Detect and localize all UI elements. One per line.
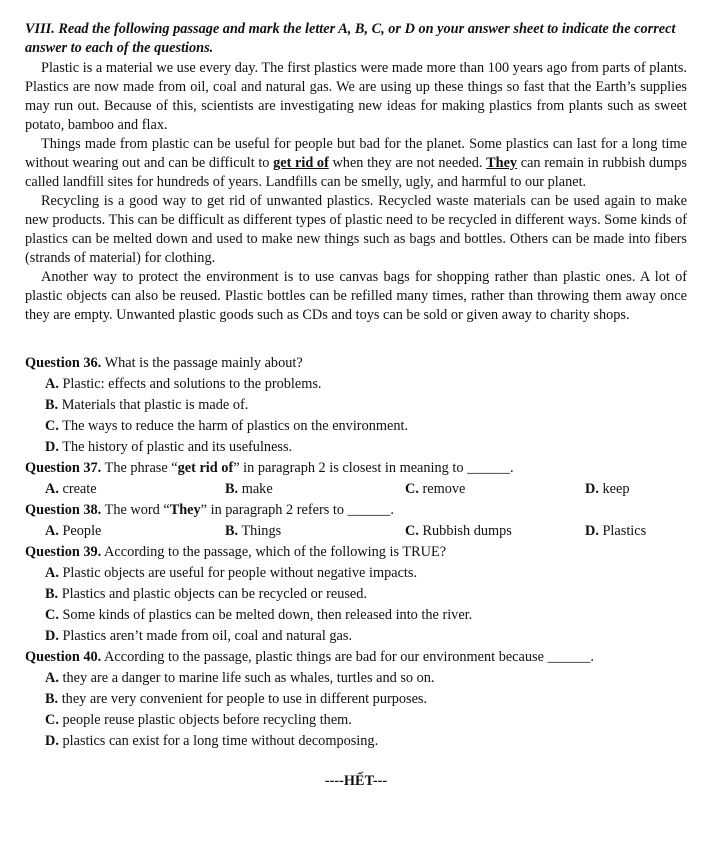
option-text: keep [598, 481, 630, 497]
q39-option-a[interactable] [25, 563, 687, 584]
option-letter: A. [45, 376, 59, 392]
option-letter: C. [45, 607, 59, 623]
q36-option-c[interactable] [25, 416, 687, 437]
q36-option-a[interactable] [25, 374, 687, 395]
section-heading: VIII. Read the following passage and mark the letter A, B, C, or D on your answer sheet to indicate the correct answer to each of the questions. [25, 21, 676, 56]
option-letter: A. [45, 523, 59, 539]
question-40 [25, 647, 687, 752]
q40-option-d[interactable] [25, 731, 687, 752]
option-letter: C. [45, 418, 59, 434]
question-36 [25, 353, 687, 458]
option-text: People [58, 523, 102, 539]
option-letter: C. [405, 481, 419, 497]
option-letter: B. [225, 523, 239, 539]
option-text: create [58, 481, 97, 497]
underlined-word: They [486, 155, 518, 171]
end-mark: ----HẾT--- [324, 773, 388, 789]
question-38-stem [25, 500, 687, 521]
option-text: make [238, 481, 273, 497]
question-37-label: Question 37. [25, 460, 102, 476]
option-text: Some kinds of plastics can be melted down, then released into the river. [58, 607, 473, 623]
option-letter: D. [585, 523, 599, 539]
question-38-label: Question 38. [25, 502, 102, 518]
question-37-text-b: ” in paragraph 2 is closest in meaning to ______. [233, 460, 514, 476]
option-text: they are a danger to marine life such as whales, turtles and so on. [58, 670, 435, 686]
q40-option-c[interactable] [25, 710, 687, 731]
question-36-text: What is the passage mainly about? [101, 355, 303, 371]
option-letter: A. [45, 670, 59, 686]
question-38-word: They [169, 502, 201, 518]
underlined-phrase: get rid of [273, 155, 329, 171]
p2-text-b: when they are not needed. [328, 155, 487, 171]
question-37-phrase: get rid of [177, 460, 234, 476]
q38-options-row [25, 521, 687, 542]
q37-option-d[interactable] [585, 479, 629, 500]
p2-text-c: can remain in rubbish dumps called landfill sites for hundreds of years. Landfills can be smelly, ugly, and harmful to our planet. [25, 155, 687, 190]
option-text: plastics can exist for a long time without decomposing. [58, 733, 379, 749]
q40-option-a[interactable] [25, 668, 687, 689]
option-text: they are very convenient for people to use in different purposes. [58, 691, 428, 707]
exam-page [25, 20, 687, 792]
option-letter: D. [45, 733, 59, 749]
option-letter: B. [45, 691, 59, 707]
q39-option-c[interactable] [25, 605, 687, 626]
q37-option-c[interactable] [405, 479, 585, 500]
q36-option-b[interactable] [25, 395, 687, 416]
q36-option-d[interactable] [25, 437, 687, 458]
question-37 [25, 458, 687, 500]
option-letter: B. [225, 481, 239, 497]
question-39 [25, 542, 687, 647]
passage-paragraph-3: Recycling is a good way to get rid of unwanted plastics. Recycled waste materials can be used again to make new products. This can be difficult as different types of plastic need to be recycled in different ways. Some kinds of plastics can be melted down and used to make new things such as bags and bottles. Others can be made into fibers (strands of material) for clothing. [25, 193, 687, 266]
passage-paragraph-2 [25, 135, 687, 192]
option-letter: C. [405, 523, 419, 539]
option-text: Plastic: effects and solutions to the problems. [58, 376, 322, 392]
p2-text-a: Things made from plastic can be useful for people but bad for the planet. Some plastics can last for a long time without wearing out and can be difficult to [25, 136, 687, 171]
q38-option-d[interactable] [585, 521, 646, 542]
q37-option-a[interactable] [45, 479, 225, 500]
question-38-text-a: The word “ [101, 502, 170, 518]
option-text: Plastics [598, 523, 647, 539]
q38-option-b[interactable] [225, 521, 405, 542]
option-text: Plastics and plastic objects can be recycled or reused. [58, 586, 367, 602]
option-text: remove [418, 481, 466, 497]
question-38-text-b: ” in paragraph 2 refers to ______. [200, 502, 395, 518]
passage-paragraph-4: Another way to protect the environment is to use canvas bags for shopping rather than plastic ones. A lot of plastic objects can also be reused. Plastic bottles can be refilled many times, rather than throwing them away once they are empty. Unwanted plastic goods such as CDs and toys can be sold or given away to charity shops. [25, 269, 687, 323]
q39-option-d[interactable] [25, 626, 687, 647]
question-38 [25, 500, 687, 542]
option-text: Rubbish dumps [418, 523, 512, 539]
option-letter: A. [45, 565, 59, 581]
question-37-stem [25, 458, 687, 479]
question-39-text: According to the passage, which of the following is TRUE? [101, 544, 447, 560]
question-37-text-a: The phrase “ [101, 460, 178, 476]
q37-options-row [25, 479, 687, 500]
q40-option-b[interactable] [25, 689, 687, 710]
option-text: Materials that plastic is made of. [58, 397, 249, 413]
passage-paragraph-1: Plastic is a material we use every day. The first plastics were made more than 100 years ago from parts of plants. Plastics are now made from oil, coal and natural gas. We are using up these things so fast that the Earth’s supplies may run out. Because of this, scientists are investigating new ideas for making plastics from plants such as sweet potato, bamboo and flax. [25, 60, 687, 133]
option-letter: C. [45, 712, 59, 728]
question-40-stem [25, 647, 687, 668]
option-text: Things [238, 523, 282, 539]
option-letter: D. [585, 481, 599, 497]
question-39-label: Question 39. [25, 544, 102, 560]
option-text: The ways to reduce the harm of plastics on the environment. [58, 418, 409, 434]
question-40-text: According to the passage, plastic things are bad for our environment because ______. [101, 649, 594, 665]
q38-option-c[interactable] [405, 521, 585, 542]
option-letter: B. [45, 397, 59, 413]
option-letter: D. [45, 628, 59, 644]
q39-option-b[interactable] [25, 584, 687, 605]
q38-option-a[interactable] [45, 521, 225, 542]
option-text: Plastic objects are useful for people without negative impacts. [58, 565, 418, 581]
option-letter: A. [45, 481, 59, 497]
question-40-label: Question 40. [25, 649, 102, 665]
question-39-stem [25, 542, 687, 563]
q37-option-b[interactable] [225, 479, 405, 500]
option-letter: B. [45, 586, 59, 602]
option-letter: D. [45, 439, 59, 455]
option-text: people reuse plastic objects before recycling them. [58, 712, 352, 728]
option-text: The history of plastic and its usefulness. [58, 439, 293, 455]
option-text: Plastics aren’t made from oil, coal and natural gas. [58, 628, 353, 644]
question-36-label: Question 36. [25, 355, 102, 371]
question-36-stem [25, 353, 687, 374]
